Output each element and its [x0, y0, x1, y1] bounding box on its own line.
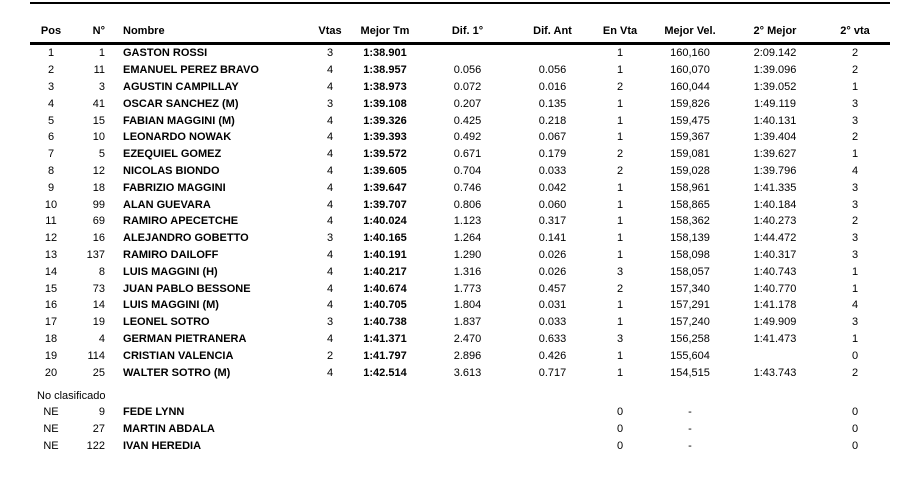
cell-number: 18	[92, 181, 105, 194]
cell-laps	[310, 438, 350, 455]
table-row	[30, 297, 890, 314]
cell-driver-name: FEDE LYNN	[123, 406, 185, 419]
table-header	[30, 4, 890, 44]
cell-second-best: 1:49.119	[753, 97, 796, 110]
table-row	[30, 280, 890, 297]
cell-second-best	[730, 404, 820, 421]
column-header-number: N°	[72, 4, 110, 44]
cell-best-speed: 158,057	[670, 265, 710, 278]
cell-second-best: 1:39.096	[753, 64, 797, 77]
column-header-best-speed: Mejor Vel.	[650, 4, 730, 44]
cell-second-best	[730, 347, 820, 364]
column-header-gap-first: Dif. 1°	[420, 4, 515, 44]
cell-second-best-lap: 1	[851, 80, 859, 93]
cell-second-best-lap: 2	[851, 131, 859, 144]
cell-pos: 12	[44, 232, 58, 245]
table-row	[30, 347, 890, 364]
cell-second-best: 1:49.909	[753, 316, 797, 329]
cell-second-best-lap: 4	[851, 299, 859, 312]
cell-gap-prev: 0.717	[538, 366, 567, 379]
cell-gap-prev: 0.141	[538, 232, 567, 245]
cell-gap-first	[420, 438, 515, 455]
cell-on-lap: 1	[616, 299, 624, 312]
cell-driver-name: EZEQUIEL GOMEZ	[123, 148, 222, 161]
table-row	[30, 438, 890, 455]
cell-driver-name: LEONEL SOTRO	[123, 316, 210, 329]
cell-best-time	[350, 404, 420, 421]
cell-on-lap: 1	[616, 198, 624, 211]
cell-laps: 3	[326, 316, 334, 329]
cell-second-best-lap: 0	[851, 406, 859, 419]
table-row	[30, 263, 890, 280]
cell-second-best-lap: 2	[851, 64, 859, 77]
table-row	[30, 404, 890, 421]
cell-second-best: 1:41.335	[753, 181, 797, 194]
cell-best-speed: 160,160	[670, 47, 710, 60]
cell-best-speed: 155,604	[670, 349, 710, 362]
cell-second-best-lap: 2	[851, 47, 859, 60]
cell-number: 16	[92, 232, 105, 245]
table-row	[30, 44, 890, 62]
cell-second-best-lap: 0	[851, 439, 859, 452]
cell-driver-name: RAMIRO DAILOFF	[123, 248, 219, 261]
cell-second-best-lap: 3	[851, 114, 859, 127]
cell-pos: 15	[44, 282, 58, 295]
cell-gap-first: 1.316	[453, 265, 482, 278]
cell-best-time: 1:40.191	[363, 248, 407, 261]
cell-gap-prev: 0.056	[538, 64, 567, 77]
cell-gap-first	[420, 44, 515, 62]
cell-best-time: 1:40.705	[363, 299, 407, 312]
column-header-second-best-lap: 2° vta	[820, 4, 890, 44]
column-header-on-lap: En Vta	[590, 4, 650, 44]
cell-pos: 1	[47, 47, 55, 60]
cell-best-speed: 158,098	[670, 248, 710, 261]
classified-rows	[30, 44, 890, 381]
cell-best-time: 1:41.797	[363, 349, 407, 362]
cell-second-best-lap: 0	[851, 423, 859, 436]
cell-best-time: 1:40.165	[363, 232, 407, 245]
table-row	[30, 196, 890, 213]
cell-best-speed: 157,240	[670, 316, 710, 329]
cell-pos: 3	[47, 80, 55, 93]
cell-laps: 4	[326, 131, 334, 144]
cell-on-lap: 1	[616, 215, 624, 228]
cell-best-time: 1:39.647	[363, 181, 407, 194]
cell-gap-prev: 0.026	[538, 265, 567, 278]
cell-second-best-lap: 1	[851, 282, 859, 295]
cell-laps: 4	[326, 164, 334, 177]
cell-best-time: 1:39.707	[363, 198, 407, 211]
column-header-gap-prev: Dif. Ant	[515, 4, 590, 44]
cell-driver-name: RAMIRO APECETCHE	[123, 215, 239, 228]
cell-number: 25	[92, 366, 105, 379]
cell-gap-prev: 0.016	[538, 80, 567, 93]
cell-gap-first: 1.123	[453, 215, 482, 228]
cell-best-speed: 157,340	[670, 282, 710, 295]
cell-second-best: 1:40.273	[753, 215, 797, 228]
cell-gap-first: 0.806	[453, 198, 482, 211]
cell-best-time	[350, 421, 420, 438]
cell-second-best-lap: 3	[851, 198, 859, 211]
cell-laps: 3	[326, 47, 334, 60]
cell-on-lap: 0	[616, 423, 624, 436]
cell-second-best-lap: 4	[851, 164, 859, 177]
cell-best-time: 1:38.901	[363, 47, 407, 60]
cell-gap-first: 3.613	[453, 366, 482, 379]
cell-second-best: 1:40.743	[753, 265, 797, 278]
cell-pos: 20	[44, 366, 58, 379]
cell-gap-prev: 0.317	[538, 215, 567, 228]
cell-driver-name: ALEJANDRO GOBETTO	[123, 232, 249, 245]
cell-gap-first: 0.492	[453, 131, 482, 144]
cell-gap-prev: 0.218	[538, 114, 567, 127]
cell-driver-name: ALAN GUEVARA	[123, 198, 211, 211]
column-header-driver-name: Nombre	[110, 4, 310, 44]
cell-second-best-lap: 3	[851, 232, 859, 245]
cell-laps: 3	[326, 97, 334, 110]
cell-best-speed: 159,475	[670, 114, 710, 127]
cell-driver-name: LUIS MAGGINI (M)	[123, 299, 219, 312]
cell-best-speed: 158,961	[670, 181, 710, 194]
cell-driver-name: CRISTIAN VALENCIA	[123, 349, 234, 362]
cell-laps: 4	[326, 148, 334, 161]
table-row	[30, 79, 890, 96]
not-classified-rows	[30, 404, 890, 454]
cell-second-best-lap: 2	[851, 366, 859, 379]
cell-gap-first: 1.290	[453, 248, 482, 261]
cell-second-best-lap: 3	[851, 181, 859, 194]
cell-number: 137	[86, 248, 105, 261]
cell-pos: 19	[44, 349, 58, 362]
cell-best-time: 1:40.738	[363, 316, 407, 329]
column-header-laps: Vtas	[310, 4, 350, 44]
cell-driver-name: GERMAN PIETRANERA	[123, 332, 247, 345]
cell-laps: 4	[326, 198, 334, 211]
cell-driver-name: GASTON ROSSI	[123, 47, 208, 60]
cell-gap-prev: 0.026	[538, 248, 567, 261]
cell-best-time: 1:39.326	[363, 114, 407, 127]
cell-pos: 4	[47, 97, 55, 110]
table-row	[30, 230, 890, 247]
cell-number: 41	[92, 97, 105, 110]
cell-driver-name: IVAN HEREDIA	[123, 439, 202, 452]
table-row	[30, 112, 890, 129]
cell-laps: 4	[326, 265, 334, 278]
cell-number: 4	[98, 332, 105, 345]
cell-best-time: 1:39.393	[363, 131, 407, 144]
not-classified-table	[30, 404, 890, 454]
cell-gap-prev	[515, 438, 590, 455]
cell-best-time: 1:40.674	[363, 282, 407, 295]
cell-on-lap: 3	[616, 332, 624, 345]
cell-pos: NE	[43, 406, 59, 419]
cell-best-time: 1:39.605	[363, 164, 407, 177]
cell-driver-name: NICOLAS BIONDO	[123, 164, 220, 177]
cell-number: 11	[93, 64, 105, 77]
cell-gap-prev: 0.179	[538, 148, 567, 161]
cell-best-speed: 158,362	[670, 215, 710, 228]
cell-best-time: 1:39.108	[363, 97, 407, 110]
table-row	[30, 213, 890, 230]
cell-second-best: 1:41.178	[753, 299, 797, 312]
cell-on-lap: 0	[616, 439, 624, 452]
cell-on-lap: 1	[616, 232, 624, 245]
cell-second-best: 1:40.770	[753, 282, 797, 295]
table-row	[30, 163, 890, 180]
cell-number: 73	[92, 282, 105, 295]
cell-on-lap: 1	[616, 47, 624, 60]
cell-pos: 14	[44, 265, 58, 278]
column-header-pos: Pos	[30, 4, 72, 44]
cell-second-best: 1:43.743	[753, 366, 797, 379]
cell-laps: 2	[326, 349, 334, 362]
table-row	[30, 129, 890, 146]
cell-gap-first: 2.470	[453, 332, 482, 345]
cell-number: 99	[92, 198, 105, 211]
cell-laps	[310, 404, 350, 421]
cell-number: 8	[98, 265, 105, 278]
cell-number: 9	[98, 406, 105, 419]
cell-number: 3	[98, 80, 105, 93]
cell-gap-prev: 0.067	[538, 131, 567, 144]
cell-second-best: 1:39.627	[753, 148, 797, 161]
cell-pos: 13	[44, 248, 58, 261]
cell-gap-first	[420, 404, 515, 421]
cell-on-lap: 1	[616, 64, 624, 77]
cell-gap-prev	[515, 421, 590, 438]
cell-number: 12	[92, 164, 105, 177]
table-row	[30, 421, 890, 438]
cell-best-time: 1:39.572	[363, 148, 407, 161]
cell-second-best-lap: 3	[851, 248, 859, 261]
cell-laps	[310, 421, 350, 438]
cell-second-best: 1:39.404	[753, 131, 797, 144]
cell-second-best-lap: 3	[851, 97, 859, 110]
cell-second-best: 1:39.796	[753, 164, 797, 177]
cell-pos: 7	[47, 148, 55, 161]
not-classified-label: No clasificado	[37, 389, 106, 402]
cell-on-lap: 1	[616, 114, 624, 127]
cell-driver-name: FABIAN MAGGINI (M)	[123, 114, 235, 127]
cell-second-best-lap: 3	[851, 316, 859, 329]
cell-best-speed: 157,291	[670, 299, 710, 312]
cell-driver-name: JUAN PABLO BESSONE	[123, 282, 251, 295]
cell-best-speed: 159,081	[670, 148, 710, 161]
cell-laps: 4	[326, 215, 334, 228]
cell-driver-name: OSCAR SANCHEZ (M)	[123, 97, 239, 110]
cell-laps: 4	[326, 181, 334, 194]
cell-gap-prev: 0.031	[538, 299, 567, 312]
cell-number: 69	[92, 215, 105, 228]
cell-driver-name: LEONARDO NOWAK	[123, 131, 232, 144]
cell-pos: 6	[47, 131, 55, 144]
cell-best-speed: 159,367	[670, 131, 710, 144]
cell-pos: 17	[44, 316, 58, 329]
cell-second-best	[730, 438, 820, 455]
cell-driver-name: FABRIZIO MAGGINI	[123, 181, 226, 194]
cell-number: 15	[92, 114, 105, 127]
cell-laps: 4	[326, 80, 334, 93]
cell-second-best: 1:39.052	[753, 80, 797, 93]
cell-best-time	[350, 438, 420, 455]
cell-on-lap: 2	[616, 164, 624, 177]
cell-gap-prev	[515, 44, 590, 62]
cell-gap-prev: 0.135	[538, 97, 567, 110]
cell-gap-first: 1.804	[453, 299, 482, 312]
cell-best-speed: -	[688, 423, 692, 436]
cell-pos: 10	[44, 198, 58, 211]
table-row	[30, 247, 890, 264]
cell-on-lap: 2	[616, 148, 624, 161]
cell-gap-prev: 0.633	[538, 332, 567, 345]
table-row	[30, 95, 890, 112]
cell-gap-prev: 0.426	[538, 349, 567, 362]
cell-best-time: 1:40.024	[363, 215, 407, 228]
cell-number: 114	[87, 349, 105, 362]
cell-on-lap: 1	[616, 248, 624, 261]
cell-best-speed: 158,139	[670, 232, 710, 245]
cell-driver-name: WALTER SOTRO (M)	[123, 366, 231, 379]
cell-gap-first: 0.425	[453, 114, 482, 127]
cell-on-lap: 1	[616, 97, 624, 110]
cell-gap-prev: 0.060	[538, 198, 567, 211]
results-sheet	[30, 2, 890, 454]
cell-second-best: 1:40.184	[753, 198, 797, 211]
cell-gap-first: 2.896	[453, 349, 482, 362]
cell-second-best-lap: 2	[851, 215, 859, 228]
cell-driver-name: AGUSTIN CAMPILLAY	[123, 80, 239, 93]
table-row	[30, 62, 890, 79]
cell-best-time: 1:42.514	[363, 366, 407, 379]
cell-second-best-lap: 1	[851, 148, 859, 161]
cell-on-lap: 0	[616, 406, 624, 419]
cell-on-lap: 1	[616, 316, 624, 329]
cell-best-speed: 160,070	[670, 64, 710, 77]
cell-laps: 4	[326, 282, 334, 295]
cell-on-lap: 2	[616, 282, 624, 295]
cell-on-lap: 3	[616, 265, 624, 278]
cell-pos: 16	[44, 299, 58, 312]
cell-laps: 3	[326, 232, 334, 245]
cell-gap-first: 0.746	[453, 181, 482, 194]
cell-number: 122	[86, 439, 105, 452]
cell-best-time: 1:38.973	[363, 80, 407, 93]
cell-on-lap: 1	[616, 181, 624, 194]
column-header-best-time: Mejor Tm	[350, 4, 420, 44]
cell-on-lap: 1	[616, 349, 624, 362]
table-row	[30, 314, 890, 331]
cell-best-speed: 160,044	[670, 80, 710, 93]
cell-driver-name: MARTIN ABDALA	[123, 423, 215, 436]
cell-best-time: 1:40.217	[363, 265, 407, 278]
cell-gap-first: 0.072	[453, 80, 482, 93]
cell-pos: 5	[47, 114, 55, 127]
cell-second-best-lap: 0	[851, 349, 859, 362]
cell-pos: NE	[43, 423, 59, 436]
cell-second-best: 1:44.472	[753, 232, 797, 245]
table-row	[30, 179, 890, 196]
header-row	[30, 4, 890, 44]
cell-laps: 4	[326, 366, 334, 379]
cell-number: 14	[92, 299, 105, 312]
cell-number: 5	[98, 148, 105, 161]
cell-on-lap: 1	[616, 366, 624, 379]
cell-on-lap: 2	[616, 80, 624, 93]
cell-pos: 8	[47, 164, 55, 177]
cell-number: 19	[92, 316, 105, 329]
cell-pos: NE	[43, 439, 59, 452]
cell-pos: 9	[47, 181, 55, 194]
cell-second-best: 1:40.317	[753, 248, 797, 261]
cell-driver-name: EMANUEL PEREZ BRAVO	[123, 64, 259, 77]
cell-gap-first: 1.264	[453, 232, 482, 245]
cell-laps: 4	[326, 248, 334, 261]
cell-best-speed: 156,258	[670, 332, 710, 345]
cell-best-time: 1:38.957	[363, 64, 407, 77]
cell-second-best: 2:09.142	[753, 47, 797, 60]
cell-gap-first: 0.056	[453, 64, 482, 77]
cell-gap-prev: 0.033	[538, 316, 567, 329]
cell-second-best: 1:41.473	[753, 332, 797, 345]
table-row	[30, 146, 890, 163]
cell-gap-prev: 0.033	[538, 164, 567, 177]
cell-laps: 4	[326, 332, 334, 345]
cell-second-best	[730, 421, 820, 438]
table-row	[30, 331, 890, 348]
cell-best-speed: -	[688, 406, 692, 419]
cell-best-speed: -	[688, 439, 692, 452]
cell-best-time: 1:41.371	[363, 332, 407, 345]
cell-gap-first: 1.773	[453, 282, 482, 295]
cell-gap-prev: 0.042	[538, 181, 567, 194]
cell-laps: 4	[326, 299, 334, 312]
table-row	[30, 364, 890, 381]
cell-gap-first: 1.837	[453, 316, 482, 329]
cell-number: 1	[98, 47, 105, 60]
cell-second-best: 1:40.131	[753, 114, 797, 127]
cell-pos: 11	[45, 215, 57, 228]
cell-number: 27	[92, 423, 105, 436]
cell-laps: 4	[326, 114, 334, 127]
cell-pos: 18	[44, 332, 58, 345]
cell-best-speed: 159,826	[670, 97, 710, 110]
cell-gap-first: 0.207	[453, 97, 482, 110]
cell-on-lap: 1	[616, 131, 624, 144]
cell-best-speed: 159,028	[670, 164, 710, 177]
cell-gap-first: 0.704	[453, 164, 482, 177]
cell-number: 10	[92, 131, 105, 144]
cell-gap-prev	[515, 404, 590, 421]
cell-pos: 2	[47, 64, 55, 77]
cell-best-speed: 154,515	[670, 366, 710, 379]
cell-second-best-lap: 1	[851, 265, 859, 278]
cell-gap-first	[420, 421, 515, 438]
cell-gap-first: 0.671	[453, 148, 482, 161]
cell-laps: 4	[326, 64, 334, 77]
cell-second-best-lap: 1	[851, 332, 859, 345]
results-table	[30, 4, 890, 381]
cell-driver-name: LUIS MAGGINI (H)	[123, 265, 218, 278]
cell-gap-prev: 0.457	[538, 282, 567, 295]
cell-best-speed: 158,865	[670, 198, 710, 211]
column-header-second-best: 2° Mejor	[730, 4, 820, 44]
